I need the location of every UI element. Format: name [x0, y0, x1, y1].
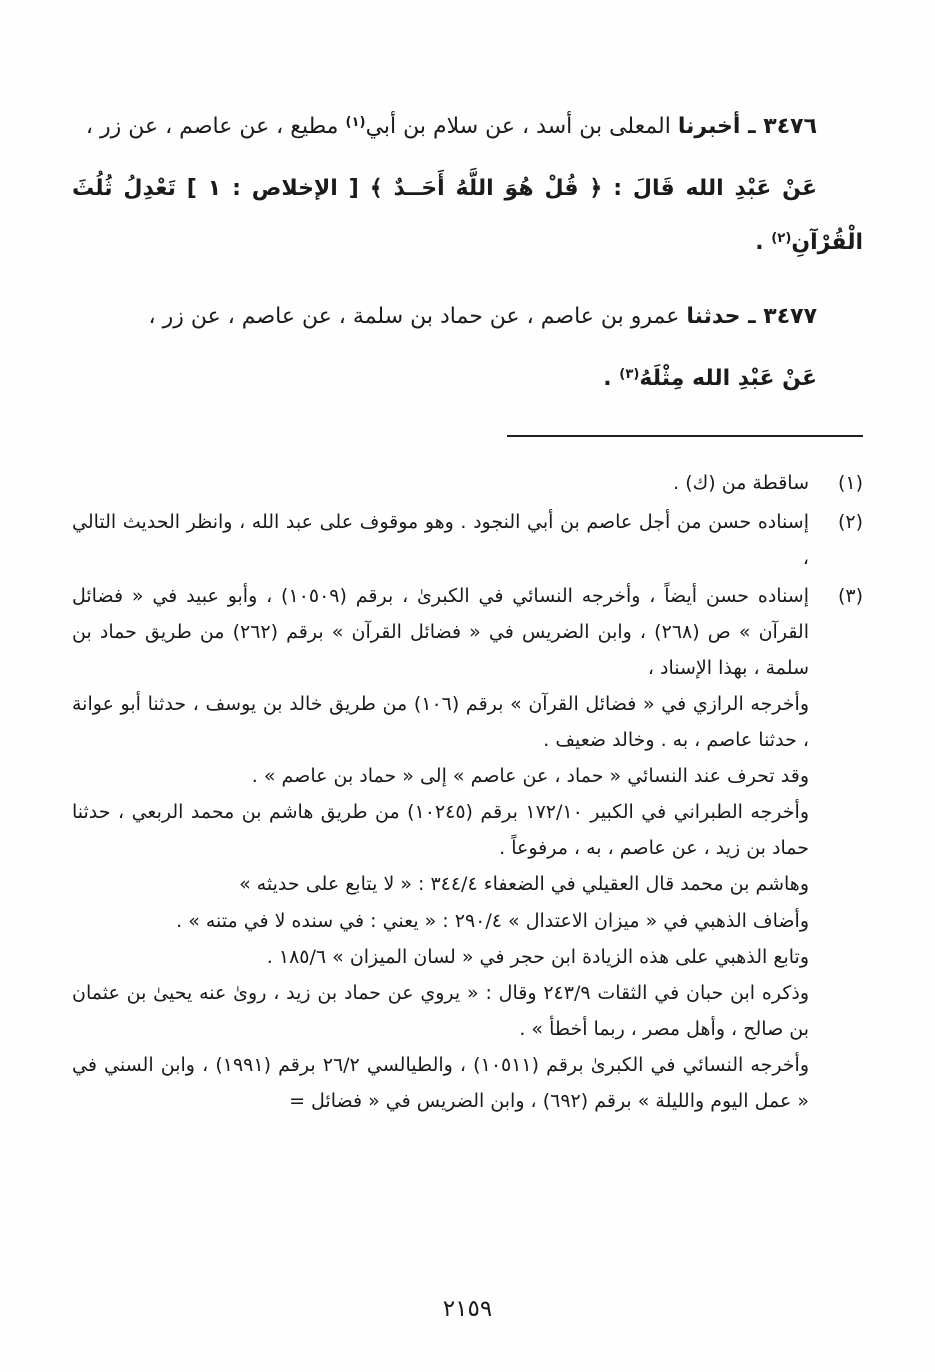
hadith-3476-isnad	[72, 100, 863, 154]
hadith-3477-matn	[72, 352, 863, 406]
hadith-3476-matn	[72, 162, 863, 270]
hadith-3477-matn-text: عَنْ عَبْدِ الله مِثْلَهُ	[639, 365, 817, 391]
footnote-1-marker: (١)	[837, 472, 863, 495]
footnote-paragraph: وأخرجه الطبراني في الكبير ١٧٢/١٠ برقم (١٠٢٤٥) من طريق هاشم بن محمد الربعي ، حدثنا حماد بن زيد ، عن عاصم ، به ، مرفوعاً .	[72, 801, 809, 860]
hadith-3477-isnad	[72, 290, 863, 344]
footnote-paragraph: وذكره ابن حبان في الثقات ٢٤٣/٩ وقال : « يروي عن حماد بن زيد ، روىٰ عنه يحيىٰ بن عثمان بن صالح ، وأهل مصر ، ربما أخطأ » .	[72, 981, 810, 1040]
page-number: ٢١٥٩	[442, 1296, 493, 1322]
footnote-paragraph: ساقطة من (ك) .	[673, 472, 809, 495]
hadith-3477-number-opening: ٣٤٧٧ ـ حدثنا	[686, 303, 817, 329]
main-text-block	[72, 100, 863, 405]
footnote-divider	[507, 435, 863, 437]
footnotes-section	[72, 465, 863, 1119]
footnote-ref-1: (١)	[345, 115, 366, 130]
hadith-3476-matn-end: .	[755, 229, 772, 255]
footnote-ref-3: (٣)	[619, 366, 640, 382]
footnote-paragraph: وقد تحرف عند النسائي « حماد ، عن عاصم » إلى « حماد بن عاصم » .	[251, 765, 809, 788]
hadith-3477-matn-end: .	[603, 365, 620, 391]
footnote-3	[72, 578, 863, 1119]
footnote-paragraph: إسناده حسن أيضاً ، وأخرجه النسائي في الكبرىٰ ، برقم (١٠٥٠٩) ، وأبو عبيد في « فضائل القرآن » ص (٢٦٨) ، وابن الضريس في « فضائل القرآن » برقم (٢٦٢) من طريق حماد بن سلمة ، بهذا الإسناد ،	[72, 584, 810, 679]
footnote-paragraph: وأضاف الذهبي في « ميزان الاعتدال » ٢٩٠/٤ : « يعني : في سنده لا في متنه » .	[176, 909, 809, 932]
footnote-paragraph: وهاشم بن محمد قال العقيلي في الضعفاء ٣٤٤/٤ : « لا يتابع على حديثه »	[239, 873, 809, 896]
hadith-3476-number-opening: ٣٤٧٦ ـ أخبرنا	[677, 114, 817, 139]
footnote-paragraph: وتابع الذهبي على هذه الزيادة ابن حجر في « لسان الميزان » ١٨٥/٦ .	[266, 945, 809, 968]
footnote-2-body	[72, 504, 809, 576]
footnote-3-marker: (٣)	[837, 584, 863, 607]
hadith-3476-matn-text: عَنْ عَبْدِ الله قَالَ : ﴿ قُلْ هُوَ اللَّهُ أَحَــدٌ ﴾ [ الإخلاص : ١ ] تَعْدِلُ ثُلُثَ الْقُرْآنِ	[72, 175, 863, 255]
footnote-3-body	[72, 578, 809, 1119]
footnote-2-marker: (٢)	[837, 510, 863, 533]
footnote-1-body	[72, 465, 809, 501]
footnote-paragraph: إسناده حسن من أجل عاصم بن أبي النجود . وهو موقوف على عبد الله ، وانظر الحديث التالي ،	[72, 510, 809, 569]
footnote-ref-2: (٢)	[771, 230, 792, 246]
footnote-2	[72, 504, 863, 576]
footnote-paragraph: وأخرجه النسائي في الكبرىٰ برقم (١٠٥١١) ، والطيالسي ٢٦/٢ برقم (١٩٩١) ، وابن السني في « عمل اليوم والليلة » برقم (٦٩٢) ، وابن الضريس في « فضائل =	[72, 1053, 809, 1113]
footnote-1	[72, 465, 863, 501]
hadith-3476-isnad-text-cont: مطيع ، عن عاصم ، عن زر ،	[85, 114, 346, 139]
hadith-3476-isnad-text: المعلى بن أسد ، عن سلام بن أبي	[365, 114, 678, 139]
footnote-paragraph: وأخرجه الرازي في « فضائل القرآن » برقم (١٠٦) من طريق خالد بن يوسف ، حدثنا أبو عوانة ، حدثنا عاصم ، به . وخالد ضعيف .	[72, 693, 809, 752]
hadith-3477-isnad-text: عمرو بن عاصم ، عن حماد بن سلمة ، عن عاصم ، عن زر ،	[148, 303, 687, 329]
